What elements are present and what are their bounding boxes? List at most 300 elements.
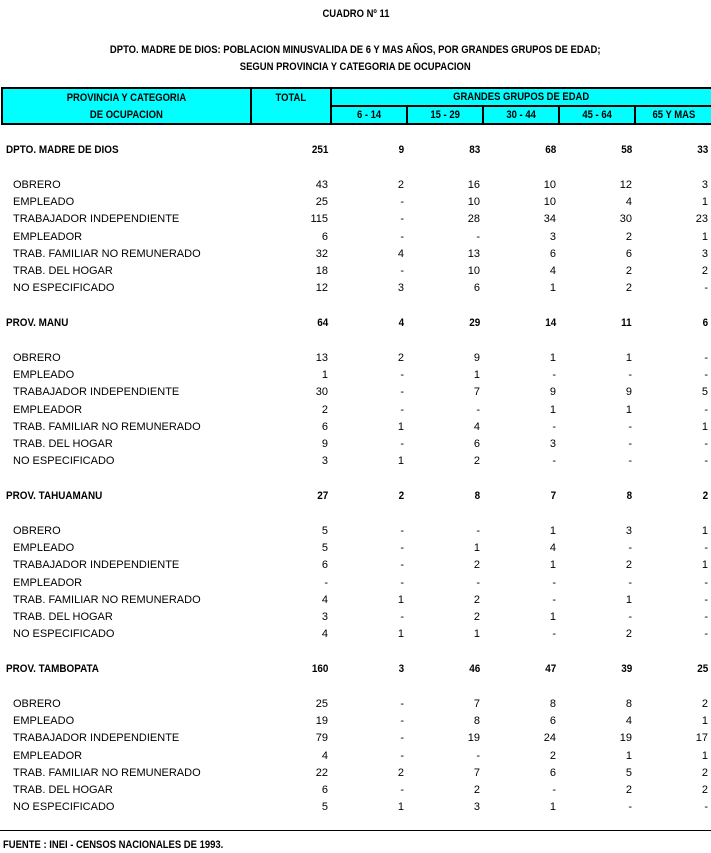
- cell-value: 2: [397, 767, 404, 779]
- cell-age-30-44: [482, 713, 556, 730]
- cell-value: -: [400, 404, 404, 416]
- cell-age-65-plus: [634, 782, 708, 799]
- label-text: OBRERO: [13, 352, 61, 364]
- cell-value: -: [704, 542, 708, 554]
- cell-value: 3: [701, 179, 708, 191]
- cell-value: 1: [549, 352, 556, 364]
- section-row: [0, 661, 711, 678]
- cell-value: 10: [467, 196, 480, 208]
- cell-total: [250, 229, 328, 246]
- cell-value: 6: [549, 767, 556, 779]
- cell-age-30-44: [482, 765, 556, 782]
- cell-value: 1: [625, 404, 632, 416]
- cell-age-65-plus: [634, 748, 708, 765]
- cell-age-30-44: [482, 592, 556, 609]
- label-text: EMPLEADO: [13, 715, 75, 727]
- cell-age-15-29: [406, 799, 480, 816]
- table-row: [0, 748, 711, 765]
- header-age-6-14: 6 - 14: [356, 109, 382, 121]
- cell-value: 4: [397, 248, 404, 260]
- cell-value: 3: [625, 525, 632, 537]
- cell-total: [250, 436, 328, 453]
- table-row: [0, 177, 711, 194]
- cell-value: 25: [315, 196, 328, 208]
- cell-total: [250, 177, 328, 194]
- cell-value: 7: [473, 698, 480, 710]
- cell-value: -: [628, 542, 632, 554]
- cell-value: -: [400, 265, 404, 277]
- label-text: TRABAJADOR INDEPENDIENTE: [13, 213, 180, 225]
- cell-value: -: [704, 455, 708, 467]
- cell-total: [250, 263, 328, 280]
- cell-age-65-plus: [634, 142, 708, 159]
- cell-value: 4: [321, 594, 328, 606]
- cell-value: -: [400, 559, 404, 571]
- cell-age-65-plus: [634, 211, 708, 228]
- cell-age-30-44: [482, 402, 556, 419]
- cell-value: 47: [544, 663, 556, 675]
- cell-value: 2: [625, 628, 632, 640]
- cell-age-65-plus: [634, 713, 708, 730]
- category-label: [13, 592, 201, 609]
- table-row: [0, 730, 711, 747]
- cell-value: 1: [701, 196, 708, 208]
- cell-value: -: [400, 784, 404, 796]
- cell-total: [250, 453, 328, 470]
- cell-value: 5: [321, 525, 328, 537]
- cell-age-15-29: [406, 246, 480, 263]
- cell-value: 2: [702, 490, 708, 502]
- cell-value: 6: [321, 559, 328, 571]
- cell-age-65-plus: [634, 765, 708, 782]
- cell-value: 8: [625, 698, 632, 710]
- cell-total: [250, 748, 328, 765]
- cell-value: 6: [473, 282, 480, 294]
- cell-age-6-14: [330, 177, 404, 194]
- label-text: PROV. TAMBOPATA: [6, 663, 99, 675]
- cell-value: 1: [549, 559, 556, 571]
- cell-age-15-29: [406, 748, 480, 765]
- cell-value: 8: [473, 715, 480, 727]
- cell-value: 11: [621, 317, 632, 329]
- section-row: [0, 315, 711, 332]
- header-age-30-44: 30 - 44: [506, 109, 536, 121]
- cell-age-6-14: [330, 661, 404, 678]
- label-text: NO ESPECIFICADO: [13, 801, 115, 813]
- source-note: FUENTE : INEI - CENSOS NACIONALES DE 1993.: [3, 839, 224, 851]
- cell-value: -: [704, 352, 708, 364]
- cell-total: [250, 575, 328, 592]
- footer-rule: [0, 830, 711, 831]
- cell-age-65-plus: [634, 315, 708, 332]
- cell-age-65-plus: [634, 523, 708, 540]
- cell-value: 1: [549, 404, 556, 416]
- cell-age-65-plus: [634, 488, 708, 505]
- cell-value: 4: [321, 750, 328, 762]
- cell-age-30-44: [482, 177, 556, 194]
- cell-total: [250, 782, 328, 799]
- cell-total: [250, 609, 328, 626]
- table-row: [0, 384, 711, 401]
- cell-value: 19: [467, 732, 480, 744]
- cell-age-15-29: [406, 384, 480, 401]
- cell-value: -: [704, 369, 708, 381]
- cell-value: 8: [626, 490, 632, 502]
- label-text: EMPLEADOR: [13, 404, 83, 416]
- category-label: [13, 384, 179, 401]
- cell-age-65-plus: [634, 436, 708, 453]
- cell-value: 1: [701, 715, 708, 727]
- cell-value: -: [704, 404, 708, 416]
- cell-age-65-plus: [634, 540, 708, 557]
- cell-value: 34: [543, 213, 556, 225]
- table-row: [0, 350, 711, 367]
- section-name: [6, 142, 131, 159]
- cell-age-15-29: [406, 713, 480, 730]
- cell-value: -: [400, 611, 404, 623]
- cell-age-6-14: [330, 453, 404, 470]
- category-label: [13, 211, 179, 228]
- cell-age-15-29: [406, 592, 480, 609]
- category-label: [13, 540, 74, 557]
- section-row: [0, 488, 711, 505]
- label-text: TRABAJADOR INDEPENDIENTE: [13, 732, 180, 744]
- category-label: [13, 626, 114, 643]
- cell-age-6-14: [330, 557, 404, 574]
- cell-value: 9: [473, 352, 480, 364]
- cell-value: -: [628, 577, 632, 589]
- cell-age-15-29: [406, 782, 480, 799]
- cell-age-30-44: [482, 350, 556, 367]
- cell-age-15-29: [406, 730, 480, 747]
- cell-total: [250, 730, 328, 747]
- label-text: EMPLEADO: [13, 369, 75, 381]
- cell-age-65-plus: [634, 730, 708, 747]
- cell-value: -: [476, 750, 480, 762]
- cell-age-15-29: [406, 177, 480, 194]
- cell-value: 3: [397, 282, 404, 294]
- cell-age-65-plus: [634, 229, 708, 246]
- cell-age-15-29: [406, 367, 480, 384]
- cell-value: 12: [315, 282, 328, 294]
- cell-value: 10: [543, 196, 556, 208]
- table-row: [0, 592, 711, 609]
- section-row: [0, 142, 711, 159]
- cell-age-30-44: [482, 194, 556, 211]
- cell-age-30-44: [482, 280, 556, 297]
- table-row: [0, 540, 711, 557]
- category-label: [13, 367, 74, 384]
- cell-value: -: [628, 438, 632, 450]
- cell-age-30-44: [482, 523, 556, 540]
- table-row: [0, 453, 711, 470]
- cell-value: 8: [474, 490, 480, 502]
- cell-value: -: [704, 628, 708, 640]
- cell-total: [250, 765, 328, 782]
- cell-value: 4: [549, 542, 556, 554]
- cell-value: 7: [550, 490, 556, 502]
- cell-value: 4: [398, 317, 404, 329]
- cell-value: 22: [315, 767, 328, 779]
- cell-value: 1: [397, 421, 404, 433]
- cell-age-45-64: [558, 782, 632, 799]
- cell-age-6-14: [330, 436, 404, 453]
- category-label: [13, 748, 82, 765]
- cell-age-15-29: [406, 211, 480, 228]
- cell-age-30-44: [482, 229, 556, 246]
- cell-total: [250, 661, 328, 678]
- category-label: [13, 557, 179, 574]
- cell-value: 43: [315, 179, 328, 191]
- cell-value: -: [400, 213, 404, 225]
- cell-value: 25: [315, 698, 328, 710]
- cell-value: 1: [549, 282, 556, 294]
- cell-total: [250, 557, 328, 574]
- label-text: TRAB. FAMILIAR NO REMUNERADO: [13, 594, 201, 606]
- cell-age-30-44: [482, 696, 556, 713]
- cell-value: 46: [468, 663, 480, 675]
- cell-age-45-64: [558, 436, 632, 453]
- cell-age-30-44: [482, 367, 556, 384]
- cell-age-15-29: [406, 609, 480, 626]
- table-row: [0, 246, 711, 263]
- table-row: [0, 263, 711, 280]
- cell-value: 58: [620, 144, 632, 156]
- cell-value: 4: [473, 421, 480, 433]
- cell-value: -: [400, 577, 404, 589]
- cell-age-45-64: [558, 280, 632, 297]
- table-title-line1: DPTO. MADRE DE DIOS: POBLACION MINUSVALIDA DE 6 Y MAS AÑOS, POR GRANDES GRUPOS DE EDAD;: [110, 44, 601, 56]
- header-col-category-line2: DE OCUPACION: [90, 108, 163, 121]
- table-row: [0, 419, 711, 436]
- label-text: EMPLEADOR: [13, 750, 83, 762]
- table-row: [0, 436, 711, 453]
- cell-value: 6: [321, 421, 328, 433]
- table-row: [0, 557, 711, 574]
- cell-value: 1: [701, 559, 708, 571]
- label-text: OBRERO: [13, 179, 61, 191]
- cell-value: 29: [468, 317, 480, 329]
- cell-age-30-44: [482, 246, 556, 263]
- cell-age-15-29: [406, 661, 480, 678]
- cell-value: -: [400, 438, 404, 450]
- cell-value: 9: [321, 438, 328, 450]
- category-label: [13, 453, 114, 470]
- label-text: TRAB. DEL HOGAR: [13, 265, 113, 277]
- cell-value: -: [704, 438, 708, 450]
- table-row: [0, 713, 711, 730]
- cell-value: 1: [473, 628, 480, 640]
- cell-total: [250, 592, 328, 609]
- cell-age-65-plus: [634, 350, 708, 367]
- cell-value: 12: [619, 179, 632, 191]
- cell-value: 8: [549, 698, 556, 710]
- cell-age-65-plus: [634, 592, 708, 609]
- cell-age-30-44: [482, 453, 556, 470]
- cell-value: 23: [695, 213, 708, 225]
- cell-age-65-plus: [634, 661, 708, 678]
- cell-value: 1: [473, 542, 480, 554]
- cell-value: 4: [625, 196, 632, 208]
- header-age-15-29: 15 - 29: [430, 109, 460, 121]
- cell-age-45-64: [558, 523, 632, 540]
- cell-age-65-plus: [634, 626, 708, 643]
- table-row: [0, 280, 711, 297]
- label-text: PROV. TAHUAMANU: [6, 490, 103, 502]
- cell-total: [250, 626, 328, 643]
- cell-age-30-44: [482, 384, 556, 401]
- label-text: TRABAJADOR INDEPENDIENTE: [13, 386, 180, 398]
- table-row: [0, 229, 711, 246]
- cell-value: -: [400, 732, 404, 744]
- cell-value: 2: [625, 282, 632, 294]
- cell-age-6-14: [330, 402, 404, 419]
- table-title-line2: SEGUN PROVINCIA Y CATEGORIA DE OCUPACION: [240, 61, 471, 73]
- label-text: EMPLEADOR: [13, 231, 83, 243]
- cell-value: -: [704, 282, 708, 294]
- cell-value: 6: [473, 438, 480, 450]
- cell-value: -: [552, 628, 556, 640]
- cell-value: -: [704, 577, 708, 589]
- table-header: [1, 87, 711, 125]
- cell-value: -: [476, 404, 480, 416]
- label-text: TRAB. FAMILIAR NO REMUNERADO: [13, 421, 201, 433]
- cell-age-6-14: [330, 782, 404, 799]
- cell-age-45-64: [558, 350, 632, 367]
- section-name: [6, 488, 113, 505]
- cell-age-65-plus: [634, 384, 708, 401]
- cell-value: 2: [625, 784, 632, 796]
- header-age-65-plus: 65 Y MAS: [652, 109, 695, 121]
- cell-age-15-29: [406, 194, 480, 211]
- cell-age-6-14: [330, 748, 404, 765]
- cell-age-45-64: [558, 626, 632, 643]
- cell-value: 3: [549, 438, 556, 450]
- cell-age-65-plus: [634, 696, 708, 713]
- category-label: [13, 419, 201, 436]
- cell-value: -: [628, 801, 632, 813]
- cell-age-45-64: [558, 575, 632, 592]
- cell-age-65-plus: [634, 799, 708, 816]
- cell-value: 1: [321, 369, 328, 381]
- cell-age-6-14: [330, 696, 404, 713]
- category-label: [13, 246, 201, 263]
- cell-value: 6: [321, 784, 328, 796]
- cell-value: 2: [625, 265, 632, 277]
- cell-age-45-64: [558, 765, 632, 782]
- cell-value: 13: [467, 248, 480, 260]
- table-row: [0, 626, 711, 643]
- cell-age-30-44: [482, 142, 556, 159]
- cell-total: [250, 280, 328, 297]
- table-row: [0, 799, 711, 816]
- cell-age-15-29: [406, 263, 480, 280]
- header-age-45-64: 45 - 64: [582, 109, 612, 121]
- category-label: [13, 713, 74, 730]
- cell-age-45-64: [558, 748, 632, 765]
- cell-age-6-14: [330, 384, 404, 401]
- cell-age-45-64: [558, 263, 632, 280]
- cell-total: [250, 194, 328, 211]
- table-row: [0, 211, 711, 228]
- cell-age-45-64: [558, 609, 632, 626]
- cell-value: 1: [473, 369, 480, 381]
- cell-value: 2: [625, 231, 632, 243]
- cell-value: -: [628, 369, 632, 381]
- cell-age-30-44: [482, 799, 556, 816]
- cell-age-6-14: [330, 765, 404, 782]
- cell-value: -: [476, 231, 480, 243]
- cell-value: -: [552, 421, 556, 433]
- cell-total: [250, 523, 328, 540]
- cell-age-45-64: [558, 540, 632, 557]
- cell-age-15-29: [406, 523, 480, 540]
- label-text: TRAB. FAMILIAR NO REMUNERADO: [13, 767, 201, 779]
- cell-value: 24: [543, 732, 556, 744]
- cell-age-15-29: [406, 229, 480, 246]
- cell-value: 2: [701, 265, 708, 277]
- cell-age-6-14: [330, 523, 404, 540]
- cell-value: 4: [625, 715, 632, 727]
- cell-total: [250, 142, 328, 159]
- cell-age-65-plus: [634, 177, 708, 194]
- cell-age-45-64: [558, 384, 632, 401]
- cell-age-6-14: [330, 799, 404, 816]
- cell-age-45-64: [558, 177, 632, 194]
- cell-age-65-plus: [634, 402, 708, 419]
- cell-age-45-64: [558, 142, 632, 159]
- cell-value: 30: [315, 386, 328, 398]
- label-text: NO ESPECIFICADO: [13, 628, 115, 640]
- cell-age-15-29: [406, 315, 480, 332]
- category-label: [13, 696, 61, 713]
- cell-value: 1: [549, 525, 556, 537]
- cell-value: 1: [701, 421, 708, 433]
- category-label: [13, 280, 114, 297]
- cell-value: 10: [467, 265, 480, 277]
- cell-age-15-29: [406, 557, 480, 574]
- cell-value: 6: [625, 248, 632, 260]
- cell-value: -: [704, 594, 708, 606]
- cell-age-6-14: [330, 194, 404, 211]
- table-row: [0, 402, 711, 419]
- cell-total: [250, 540, 328, 557]
- cell-age-30-44: [482, 782, 556, 799]
- cell-age-30-44: [482, 315, 556, 332]
- cell-value: -: [552, 594, 556, 606]
- cell-age-45-64: [558, 229, 632, 246]
- cell-value: 2: [321, 404, 328, 416]
- cell-age-65-plus: [634, 453, 708, 470]
- cell-value: -: [400, 525, 404, 537]
- cell-value: 1: [397, 594, 404, 606]
- cell-total: [250, 350, 328, 367]
- cell-value: -: [476, 525, 480, 537]
- cell-value: 14: [544, 317, 556, 329]
- cell-value: 2: [473, 594, 480, 606]
- cell-value: 7: [473, 767, 480, 779]
- cell-value: 2: [398, 490, 404, 502]
- category-label: [13, 177, 61, 194]
- cell-value: 19: [619, 732, 632, 744]
- cell-value: -: [400, 750, 404, 762]
- cell-value: 5: [701, 386, 708, 398]
- cell-value: 1: [625, 594, 632, 606]
- cell-age-65-plus: [634, 575, 708, 592]
- cell-value: -: [628, 611, 632, 623]
- cell-value: -: [400, 196, 404, 208]
- cell-age-30-44: [482, 211, 556, 228]
